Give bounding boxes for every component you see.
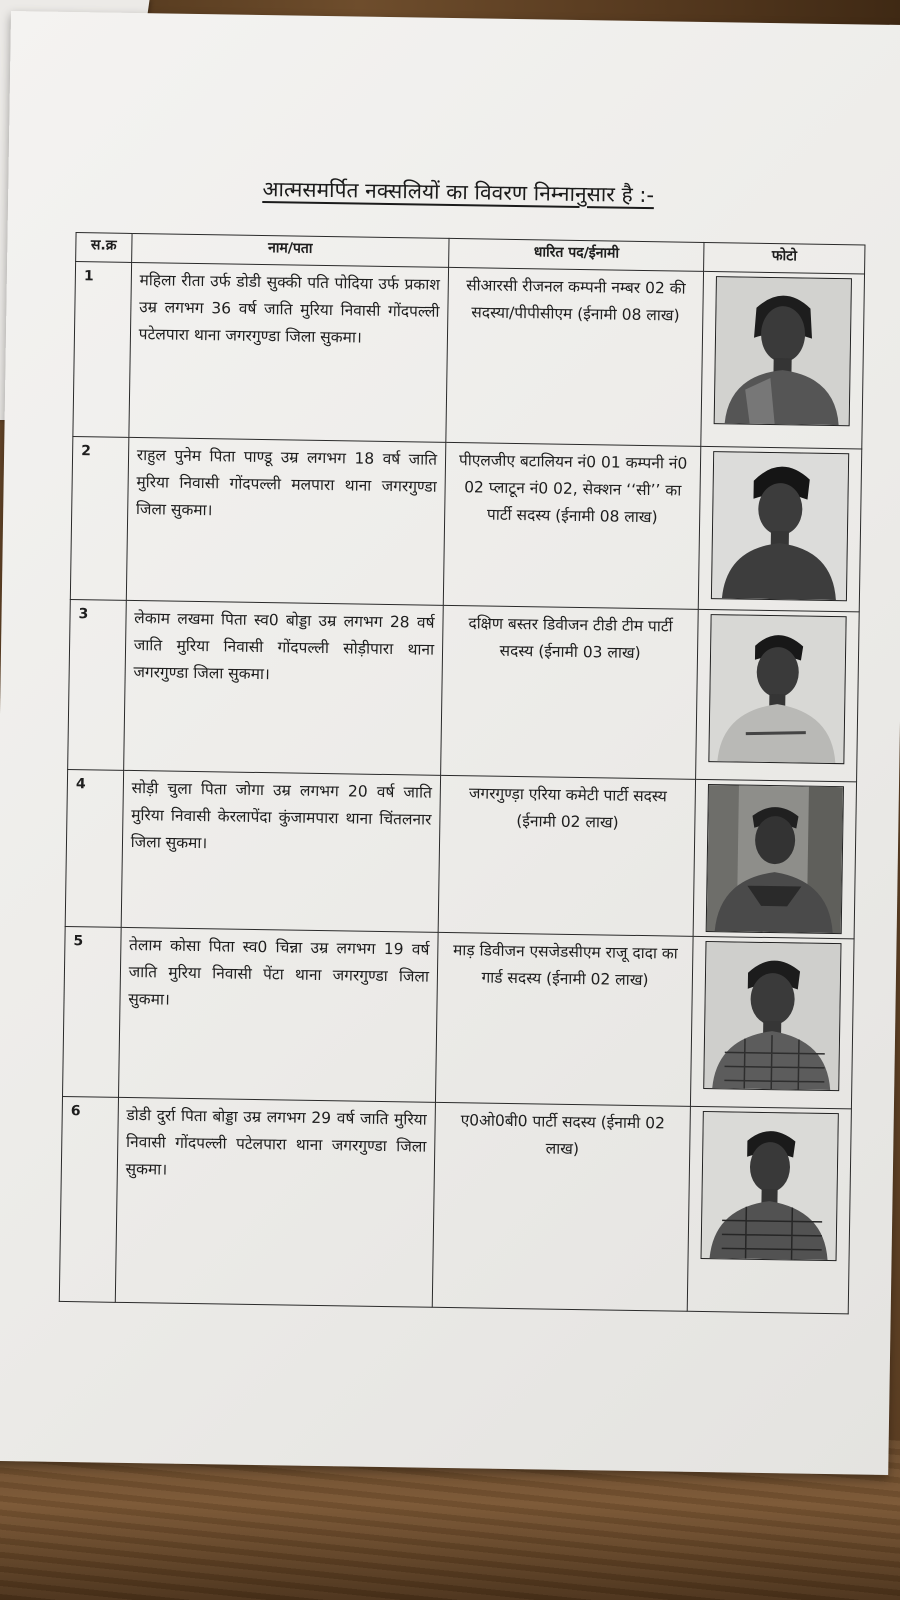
row-photo-cell (693, 779, 856, 939)
person-photo (703, 941, 841, 1091)
row-serial: 5 (63, 926, 121, 1097)
person-photo (706, 784, 844, 934)
table-row (59, 1096, 851, 1313)
row-post-reward: जगरगुण्ड़ा एरिया कमेटी पार्टी सदस्य (ईनामी 02 लाख) (438, 775, 696, 936)
row-photo-cell (698, 446, 861, 612)
row-name-address: राहुल पुनेम पिता पाण्डू उम्र लगभग 18 वर्ष जाति मुरिया निवासी गोंदपल्ली मलपारा थाना जगरगुण्डा जिला सुकमा। (126, 437, 446, 605)
table-row (63, 926, 855, 1108)
row-serial: 4 (65, 770, 123, 928)
row-post-reward: माड़ डिवीजन एसजेडसीएम राजू दादा का गार्ड सदस्य (ईनामी 02 लाख) (436, 932, 694, 1106)
row-post-reward: ए0ओ0बी0 पार्टी सदस्य (ईनामी 02 लाख) (432, 1102, 690, 1311)
row-photo-cell (687, 1106, 851, 1314)
document-heading: आत्मसमर्पित नक्सलियों का विवरण निम्नानुसार है :- (262, 176, 655, 208)
row-serial: 2 (70, 437, 128, 601)
header-photo: फोटो (704, 242, 865, 274)
row-name-address: डोडी दुर्रा पिता बोड्डा उम्र लगभग 29 वर्ष जाति मुरिया निवासी गोंदपल्ली पटेलपारा थाना जगरगुण्डा जिला सुकमा। (115, 1097, 435, 1307)
row-post-reward: दक्षिण बस्तर डिवीजन टीडी टीम पार्टी सदस्य (ईनामी 03 लाख) (441, 605, 699, 779)
row-name-address: महिला रीता उर्फ डोडी सुक्की पति पोदिया उर्फ प्रकाश उम्र लगभग 36 वर्ष जाति मुरिया निवासी गोंदपल्ली पटेलपारा थाना जगरगुण्डा जिला सुकमा। (129, 262, 449, 442)
row-photo-cell (701, 271, 865, 449)
document-page (0, 11, 900, 1475)
header-name-address: नाम/पता (131, 233, 449, 267)
table-row (70, 437, 861, 612)
row-post-reward: सीआरसी रीजनल कम्पनी नम्बर 02 की सदस्या/पीपीसीएम (ईनामी 08 लाख) (446, 267, 704, 446)
table-row (65, 770, 856, 939)
surrendered-naxals-table (59, 232, 866, 1314)
header-serial: स.क्र (76, 233, 132, 263)
row-serial: 6 (59, 1096, 118, 1302)
row-name-address: लेकाम लखमा पिता स्व0 बोड्डा उम्र लगभग 28 वर्ष जाति मुरिया निवासी गोंदपल्ली सोड़ीपारा थाना जगरगुण्डा जिला सुकमा। (123, 600, 443, 775)
row-photo-cell (696, 609, 859, 782)
person-photo (711, 451, 849, 601)
row-name-address: तेलाम कोसा पिता स्व0 चिन्ना उम्र लगभग 19 वर्ष जाति मुरिया निवासी पेंटा थाना जगरगुण्डा जिला सुकमा। (118, 927, 438, 1102)
row-serial: 3 (68, 600, 126, 771)
person-photo (708, 614, 846, 764)
table-row (68, 600, 860, 782)
table-row (73, 262, 865, 449)
row-name-address: सोड़ी चुला पिता जोगा उम्र लगभग 20 वर्ष जाति मुरिया निवासी केरलापेंदा कुंजामपारा थाना चिंतलनार जिला सुकमा। (121, 770, 441, 932)
header-post-reward: धारित पद/ईनामी (449, 238, 705, 271)
row-photo-cell (691, 936, 854, 1109)
person-photo (701, 1111, 839, 1261)
person-photo (714, 276, 852, 426)
row-post-reward: पीएलजीए बटालियन नं0 01 कम्पनी नं0 02 प्लाटून नं0 02, सेक्शन ‘‘सी’’ का पार्टी सदस्य (ईनामी 08 लाख) (443, 442, 701, 609)
row-serial: 1 (73, 262, 131, 438)
